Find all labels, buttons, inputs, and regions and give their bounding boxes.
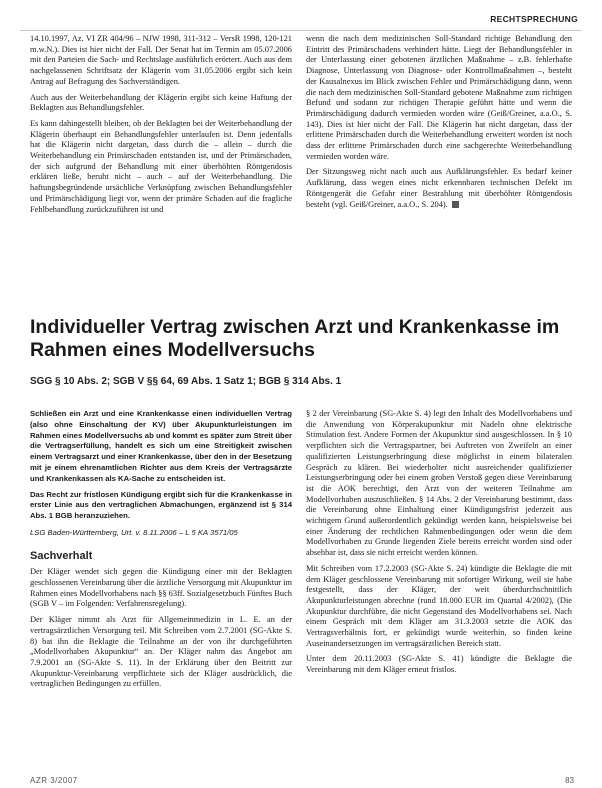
paragraph: Der Kläger wendet sich gegen die Kündigung einer mit der Beklagten geschlossenen Vereinbarung über die ärztliche Versorgung mit Akupunktur im Rahmen eines Modellvorhabens nach §§ 63ff. Sozialgesetzbuch Fünftes Buch (SGB V – im Folgenden: Verfahrensregelung). [30, 567, 292, 609]
statute-references: SGG § 10 Abs. 2; SGB V §§ 64, 69 Abs. 1 Satz 1; BGB § 314 Abs. 1 [30, 376, 342, 387]
article-title: Individueller Vertrag zwischen Arzt und Krankenkasse im Rahmen eines Modellversuchs [30, 316, 560, 361]
paragraph: wenn die nach dem medizinischen Soll-Standard richtige Behandlung den Eintritt des Primärschadens verhindert hätte. Liegt der Behandlungsfehler in der Unterlassung einer gebotenen ärztlichen Maßnahme – z.B. fehlerhafte Diagnose, Unterlassung von Diagnose- oder Kontrollmaßnahmen –, besteht der Kausalnexus im Blick zwischen Fehler und Primärschädigung dann, wenn die nach dem medizinischen Soll-Standard gebotene Maßnahme zum richtigen Befund und sodann zur richtigen Therapie geführt hätte und wenn die Primärschädigung dadurch vermieden worden wäre (Geiß/Greiner, a.a.O., S. 143). Dies ist hier nicht der Fall. Die Klägerin hat nicht dargetan, dass der erlittene Primärschaden durch die Weiterbehandlung erweitert worden ist noch dass der erlittene Primärschaden durch eine sachgerechte Weiterbehandlung vermieden worden wäre. [306, 34, 572, 161]
court-citation: LSG Baden-Württemberg, Urt. v. 8.11.2006 – L 5 KA 3571/05 [30, 527, 238, 537]
paragraph-last [306, 167, 572, 210]
paragraph: Mit Schreiben vom 17.2.2003 (SG-Akte S. 24) kündigte die Beklagte die mit dem Kläger geschlossene Vereinbarung mit sofortiger Wirkung, weil sie habe festgestellt, dass der Kläger, der weit überdurchschnittlich Akupunkturleistungen abrechne (rund 18.000 EUR im Quartal 4/2002), (Die Akupunktur durchführe, die nicht Gegenstand des Modellvorhabens sei. Nach einem Gespräch mit dem Kläger am 31.3.2003 setzte die AOK das Vertragsverhältnis fort, er gekündigt wurde weiterhin, so finden keine Auseinandersetzungen im vertragsärztlichen Bereich statt. [306, 563, 572, 648]
paragraph: 14.10.1997, Az. VI ZR 404/96 – NJW 1998, 311-312 – VersR 1998, 120-121 m.w.N.). Dies ist hier nicht der Fall. Der Senat hat im Termin am 05.07.2006 mit den Parteien die Sach- und Rechtslage ausführlich erörtert. Auch aus dem nachgelassenen Schriftsatz der Klägerin vom 31.05.2006 ergibt sich kein Antrag auf Befragung des Sachverständigen. [30, 34, 292, 86]
header-rule [20, 30, 582, 31]
bottom-left-column [30, 409, 292, 695]
paragraph: Der Kläger nimmt als Arzt für Allgemeinmedizin in L. E. an der vertragsärztlichen Versorgung teil. Mit Schreiben vom 2.7.2001 (SG-Akte S. 8) bat ihn die Beklagte die Teilnahme an der von ihr durchgeführten „Modellvorhaben Akupunktur“ an. Der Kläger nahm das Angebot am 7.9.2001 an (SG-Akte S. 11). In der Erklärung über den Beitritt zur Akupunktur-Vereinbarung verpflichtete sich der Kläger ausdrücklich, die vertraglichen Bedingungen zu erfüllen. [30, 615, 292, 689]
page-number: 83 [565, 776, 574, 785]
section-header: RECHTSPRECHUNG [490, 14, 578, 24]
paragraph: § 2 der Vereinbarung (SG-Akte S. 4) legt den Inhalt des Modellvorhabens und die Anwendung von Körperakupunktur mit Nadeln ohne elektrische Stimulation fest. Andere Formen der Akupunktur sind ausgeschlossen. In § 10 verpflichten sich die Vertragspartner, bei Auftreten von Zweifeln an einer qualifizierten Leistungserbringung diese möglichst in einem bilateralen Gespräch zu klären. Bei wiederholter nicht ausreichender qualifizierter Leistungserbringung oder bei einem groben Verstoß gegen diese Vereinbarung ist die AOK berechtigt, den Arzt von der weiteren Teilnahme am Modellvorhaben auszuschließen. § 14 Abs. 2 der Vereinbarung bestimmt, dass die Vereinbarung ohne Einhaltung einer Kündigungsfrist jederzeit aus wichtigem Grund außerordentlich gekündigt werden kann, beispielsweise bei einer Änderung der rechtlichen Rahmenbedingungen oder wenn die dem Modellvorhaben zu Grunde liegenden Ziele bereits erreicht worden sind oder absehbar ist, dass sie nicht erreicht werden können. [306, 409, 572, 558]
paragraph: Auch aus der Weiterbehandlung der Klägerin ergibt sich keine Haftung der Beklagten aus Behandlungsfehler. [30, 92, 292, 113]
top-right-column [306, 34, 572, 215]
end-mark-icon [452, 201, 459, 208]
bottom-right-column [306, 409, 572, 681]
top-left-column [30, 34, 292, 220]
paragraph: Unter dem 20.11.2003 (SG-Akte S. 41) kündigte die Beklagte die Vereinbarung mit dem Kläger erneut fristlos. [306, 654, 572, 675]
paragraph: Es kann dahingestellt bleiben, ob der Beklagten bei der Weiterbehandlung der Klägerin überhaupt ein Behandlungsfehler unterlaufen ist. Denn jedenfalls hat die Klägerin nicht dargetan, dass durch die – allein – durch die Weiterbehandlung ein Primärschaden entstanden ist, und der Primärschaden, der sich aufgrund der Behandlung mit einer überhöhten Röntgendosis erklären ließe, beruht nicht – auch – auf der Weiterbehandlung. Die haftungsbegründende ursächliche Verknüpfung zwischen Behandlungsfehler und Primärschädigung liegt vor, wenn der primäre Schaden auf die fragliche Fehlbehandlung zurückzuführen ist und [30, 118, 292, 214]
headnote-1: Schließen ein Arzt und eine Krankenkasse einen individuellen Vertrag (also ohne Einschaltung der KV) über Akupunkturleistungen im Rahmen eines Modellversuchs ab und kommt es später zum Streit über die Vertragserfüllung, handelt es sich um eine Streitigkeit zwischen einem Vertragsarzt und einer Krankenkasse, über den in der Besetzung mit je einem ehrenamtlichen Richter aus dem Kreis der Vertragsärzte und Krankenkassen als KA-Sache zu entscheiden ist. [30, 409, 292, 483]
section-heading-sachverhalt: Sachverhalt [30, 549, 93, 562]
journal-issue: AZR 3/2007 [30, 776, 78, 785]
paragraph-text: Der Sitzungsweg nicht nach auch aus Aufklärungsfehler. Es bedarf keiner Aufklärung, dass wegen eines nicht erkennbaren technischen Defekt im Röntgengerät die Gefahr einer Bestrahlung mit überhöhter Röntgendosis besteht (vgl. Geiß/Greiner, a.a.O., S. 204). [306, 167, 572, 209]
headnote-2: Das Recht zur fristlosen Kündigung ergibt sich für die Krankenkasse in erster Linie aus den vertraglichen Abmachungen, ergänzend ist § 314 Abs. 1 BGB heranzuziehen. [30, 489, 292, 521]
